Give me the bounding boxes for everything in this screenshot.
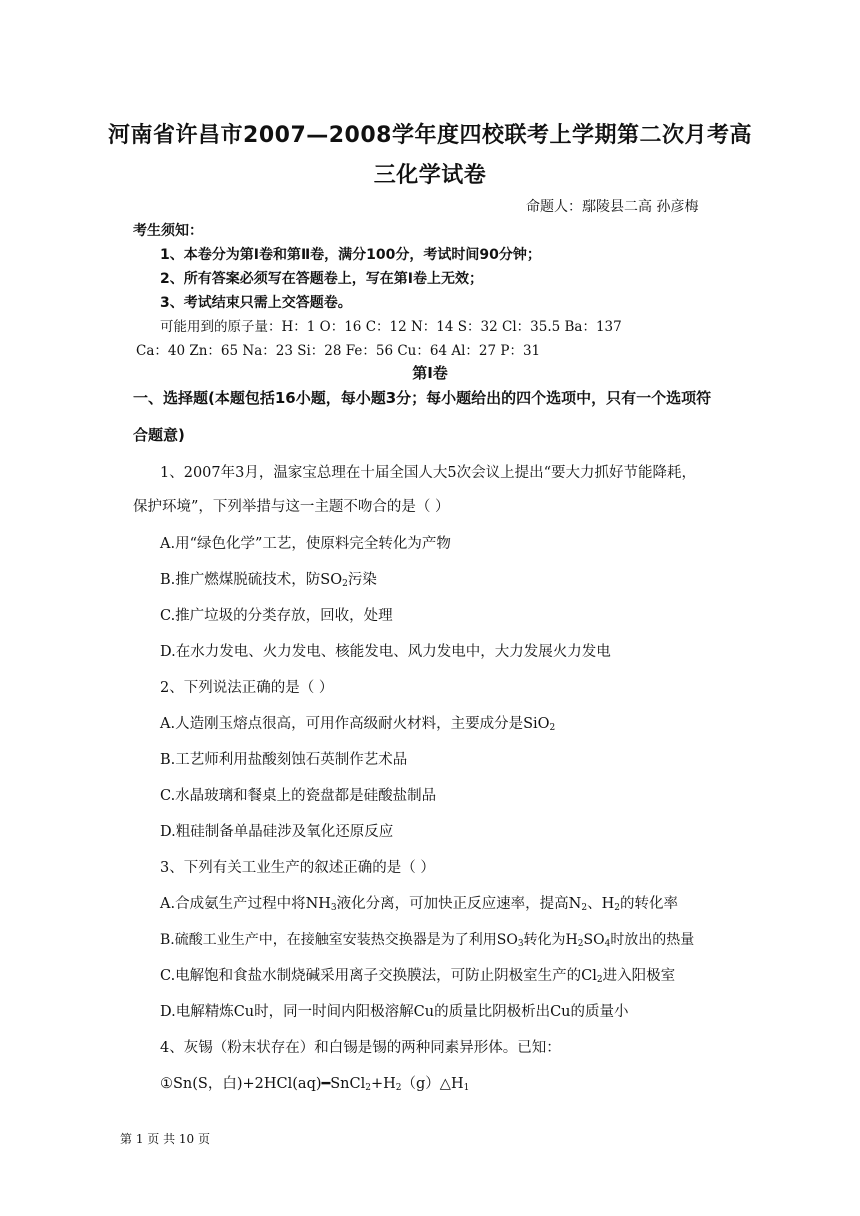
section-heading-line-1: 一、选择题(本题包括16小题，每小题3分；每小题给出的四个选项中，只有一个选项符: [133, 389, 712, 407]
q3-option-b: B.硫酸工业生产中，在接触室安装热交换器是为了利用$SO_3$转化为$H_2SO_4$时放出的热量: [160, 932, 695, 949]
page-footer: 第 1 页 共 10 页: [120, 1132, 210, 1146]
q1-option-b: B.推广燃煤脱硫技术，防$SO_2$污染: [160, 572, 377, 589]
atomic-masses-line-2: Ca：40 Zn：65 Na：23 Si：28 Fe：56 Cu：64 Al：27 P：31: [136, 343, 541, 359]
notice-item-1: 1、本卷分为第Ⅰ卷和第Ⅱ卷，满分100分，考试时间90分钟；: [160, 247, 541, 263]
q1-stem-line-2: 保护环境”，下列举措与这一主题不吻合的是（ ）: [133, 499, 450, 515]
atomic-masses-line-1: 可能用到的原子量：H：1 O：16 C：12 N：14 S：32 Cl：35.5 Ba：137: [160, 319, 622, 335]
q2-stem: 2、下列说法正确的是（ ）: [160, 680, 334, 696]
q4-equation-1: ①Sn(S，白)$+2HCl(aq)━SnCl_2+H_2(g)\triangle H_1$: [160, 1076, 470, 1093]
q3-stem: 3、下列有关工业生产的叙述正确的是（ ）: [160, 860, 435, 876]
volume-heading: 第Ⅰ卷: [412, 364, 448, 382]
q2-option-a: A.人造刚玉熔点很高，可用作高级耐火材料，主要成分是SiO$_2$: [160, 716, 556, 733]
q3-option-a: A.合成氨生产过程中将$NH_3$液化分离，可加快正反应速率，提高$N_2$、$H_2$的转化率: [160, 896, 678, 913]
notice-heading: 考生须知：: [133, 223, 203, 239]
title-line-2: 三化学试卷: [373, 163, 487, 188]
q1-option-c: C.推广垃圾的分类存放，回收，处理: [160, 608, 393, 624]
q2-option-c: C.水晶玻璃和餐桌上的瓷盘都是硅酸盐制品: [160, 788, 437, 804]
section-heading-line-2: 合题意): [133, 426, 185, 444]
q2-option-b: B.工艺师利用盐酸刻蚀石英制作艺术品: [160, 752, 408, 768]
author-line: 命题人：鄢陵县二高 孙彦梅: [526, 199, 699, 215]
notice-item-2: 2、所有答案必须写在答题卷上，写在第Ⅰ卷上无效；: [160, 271, 483, 287]
q1-option-d: D.在水力发电、火力发电、核能发电、风力发电中，大力发展火力发电: [160, 644, 611, 660]
q3-option-c: C.电解饱和食盐水制烧碱采用离子交换膜法，可防止阴极室生产的$Cl_2$进入阳极室: [160, 968, 676, 985]
q3-option-d: D.电解精炼Cu时，同一时间内阳极溶解Cu的质量比阴极析出Cu的质量小: [160, 1004, 629, 1020]
q1-stem-line-1: 1、2007年3月，温家宝总理在十届全国人大5次会议上提出“要大力抓好节能降耗，: [160, 465, 696, 481]
q4-stem: 4、灰锡（粉末状存在）和白锡是锡的两种同素异形体。已知：: [160, 1040, 561, 1056]
title-line-1: 河南省许昌市2007—2008学年度四校联考上学期第二次月考高: [108, 123, 752, 148]
q2-option-d: D.粗硅制备单晶硅涉及氧化还原反应: [160, 824, 394, 840]
q1-option-a: A.用“绿色化学”工艺，使原料完全转化为产物: [160, 536, 451, 552]
notice-item-3: 3、考试结束只需上交答题卷。: [160, 295, 352, 311]
